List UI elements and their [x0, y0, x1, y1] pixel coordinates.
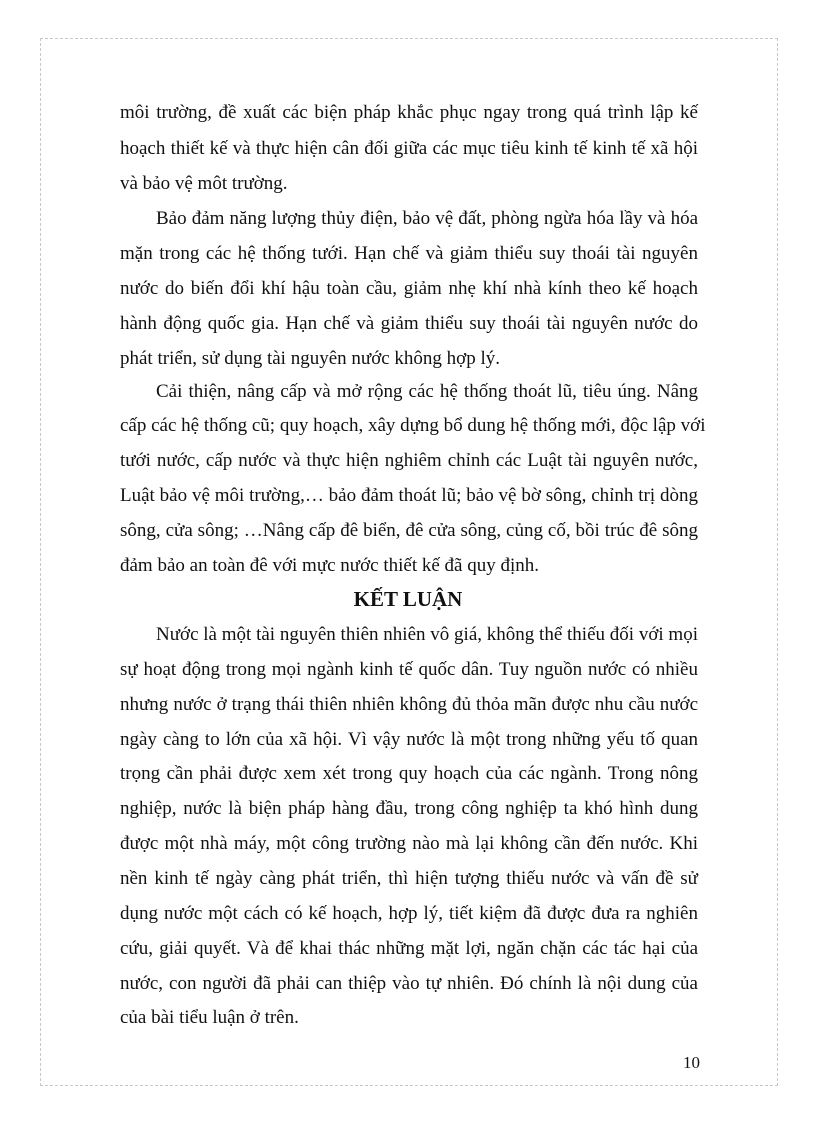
body-line: Cải thiện, nâng cấp và mở rộng các hệ thống thoát lũ, tiêu úng. Nâng [156, 381, 698, 402]
body-line: hoạch thiết kế và thực hiện cân đối giữa các mục tiêu kinh tế kinh tế xã hội [120, 138, 698, 159]
body-line: môi trường, đề xuất các biện pháp khắc phục ngay trong quá trình lập kế [120, 102, 698, 123]
body-line: Luật bảo vệ môi trường,… bảo đảm thoát lũ; bảo vệ bờ sông, chỉnh trị dòng [120, 485, 698, 506]
body-line: Bảo đảm năng lượng thủy điện, bảo vệ đất, phòng ngừa hóa lầy và hóa [156, 208, 698, 229]
body-line: đảm bảo an toàn đê với mực nước thiết kế đã quy định. [120, 555, 540, 576]
body-line: cấp các hệ thống cũ; quy hoạch, xây dựng bổ dung hệ thống mới, độc lập với [120, 415, 706, 436]
body-line: Nước là một tài nguyên thiên nhiên vô giá, không thể thiếu đối với mọi [156, 624, 698, 645]
body-line: nước do biến đổi khí hậu toàn cầu, giảm nhẹ khí nhà kính theo kế hoạch [120, 278, 698, 299]
body-line: của bài tiểu luận ở trên. [120, 1007, 299, 1028]
section-heading: KẾT LUẬN [353, 587, 463, 611]
body-line: nền kinh tế ngày càng phát triển, thì hiện tượng thiếu nước và vấn đề sử [120, 868, 698, 889]
body-line: và bảo vệ môt trường. [120, 173, 288, 194]
body-line: tưới nước, cấp nước và thực hiện nghiêm chỉnh các Luật tài nguyên nước, [120, 450, 698, 471]
body-line: cứu, giải quyết. Và để khai thác những mặt lợi, ngăn chặn các tác hại của [120, 938, 698, 959]
body-line: nghiệp, nước là biện pháp hàng đầu, trong công nghiệp ta khó hình dung [120, 798, 698, 819]
body-line: dụng nước một cách có kế hoạch, hợp lý, tiết kiệm đã được đưa ra nghiên [120, 903, 698, 924]
body-line: nhưng nước ở trạng thái thiên nhiên không đủ thỏa mãn được nhu cầu nước [120, 694, 698, 715]
body-line: được một nhà máy, một công trường nào mà lại không cần đến nước. Khi [120, 833, 698, 854]
body-line: hành động quốc gia. Hạn chế và giảm thiểu suy thoái tài nguyên nước do [120, 313, 698, 334]
body-line: phát triển, sử dụng tài nguyên nước không hợp lý. [120, 348, 500, 369]
body-line: mặn trong các hệ thống tưới. Hạn chế và giảm thiểu suy thoái tài nguyên [120, 243, 698, 264]
body-line: sự hoạt động trong mọi ngành kinh tế quốc dân. Tuy nguồn nước có nhiều [120, 659, 698, 680]
body-line: ngày càng to lớn của xã hội. Vì vậy nước là một trong những yếu tố quan [120, 729, 698, 750]
body-line: trọng cần phải được xem xét trong quy hoạch của các ngành. Trong nông [120, 763, 698, 784]
page-number: 10 [683, 1053, 700, 1072]
body-line: nước, con người đã phải can thiệp vào tự nhiên. Đó chính là nội dung của [120, 973, 698, 994]
body-line: sông, cửa sông; …Nâng cấp đê biển, đê cửa sông, củng cố, bồi trúc đê sông [120, 520, 698, 541]
